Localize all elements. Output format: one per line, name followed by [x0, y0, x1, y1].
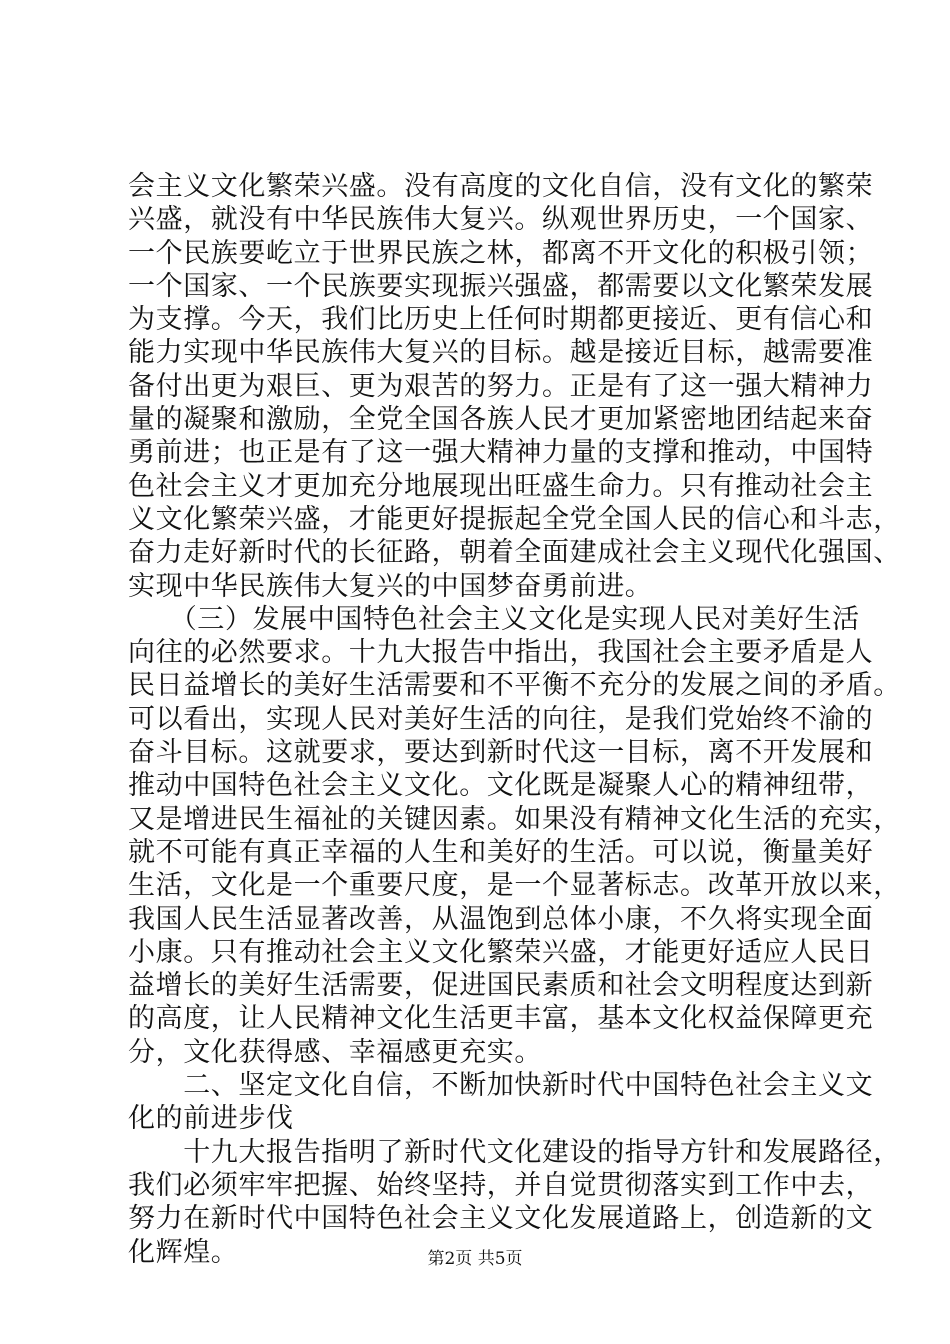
text-line: 小康。只有推动社会主义文化繁荣兴盛，才能更好适应人民日	[128, 936, 874, 968]
text-line: 益增长的美好生活需要，促进国民素质和社会文明程度达到新	[128, 970, 874, 1002]
text-line: 可以看出，实现人民对美好生活的向往，是我们党始终不渝的	[128, 703, 874, 735]
text-line: 能力实现中华民族伟大复兴的目标。越是接近目标，越需要准	[128, 337, 874, 369]
text-line: 十九大报告指明了新时代文化建设的指导方针和发展路径，	[128, 1136, 901, 1168]
text-line: 义文化繁荣兴盛，才能更好提振起全党全国人民的信心和斗志，	[128, 503, 901, 535]
text-line: 色社会主义才更加充分地展现出旺盛生命力。只有推动社会主	[128, 470, 874, 502]
text-line: 备付出更为艰巨、更为艰苦的努力。正是有了这一强大精神力	[128, 370, 874, 402]
text-line: 民日益增长的美好生活需要和不平衡不充分的发展之间的矛盾。	[128, 670, 901, 702]
text-line: 努力在新时代中国特色社会主义文化发展道路上，创造新的文	[128, 1203, 874, 1235]
section-heading-line: （三）发展中国特色社会主义文化是实现人民对美好生活	[128, 603, 860, 635]
text-line: 一个国家、一个民族要实现振兴强盛，都需要以文化繁荣发展	[128, 270, 874, 302]
text-line: 分，文化获得感、幸福感更充实。	[128, 1036, 542, 1068]
text-line: 为支撑。今天，我们比历史上任何时期都更接近、更有信心和	[128, 304, 874, 336]
text-line: 奋力走好新时代的长征路，朝着全面建成社会主义现代化强国、	[128, 537, 901, 569]
page-number-footer: 第2页 共5页	[427, 1249, 523, 1269]
section-heading-line: 化的前进步伐	[128, 1103, 294, 1135]
text-line: 生活，文化是一个重要尺度，是一个显著标志。改革开放以来，	[128, 870, 901, 902]
text-line: 推动中国特色社会主义文化。文化既是凝聚人心的精神纽带，	[128, 770, 874, 802]
text-line: 奋斗目标。这就要求，要达到新时代这一目标，离不开发展和	[128, 737, 874, 769]
text-line: 又是增进民生福祉的关键因素。如果没有精神文化生活的充实，	[128, 803, 901, 835]
text-line: 的高度，让人民精神文化生活更丰富，基本文化权益保障更充	[128, 1003, 874, 1035]
section-heading-line: 二、坚定文化自信，不断加快新时代中国特色社会主义文	[128, 1070, 874, 1102]
text-line: 实现中华民族伟大复兴的中国梦奋勇前进。	[128, 570, 653, 602]
text-line: 量的凝聚和激励，全党全国各族人民才更加紧密地团结起来奋	[128, 404, 874, 436]
text-line: 我国人民生活显著改善，从温饱到总体小康，不久将实现全面	[128, 903, 874, 935]
text-line: 向往的必然要求。十九大报告中指出，我国社会主要矛盾是人	[128, 637, 874, 669]
text-line: 会主义文化繁荣兴盛。没有高度的文化自信，没有文化的繁荣	[128, 171, 874, 202]
text-line: 一个民族要屹立于世界民族之林，都离不开文化的积极引领；	[128, 237, 874, 269]
text-line: 化辉煌。	[128, 1236, 239, 1268]
text-line: 就不可能有真正幸福的人生和美好的生活。可以说，衡量美好	[128, 836, 874, 868]
text-line: 勇前进；也正是有了这一强大精神力量的支撑和推动，中国特	[128, 437, 874, 469]
document-body	[128, 170, 901, 1269]
text-line: 我们必须牢牢把握、始终坚持，并自觉贯彻落实到工作中去，	[128, 1169, 874, 1201]
text-line: 兴盛，就没有中华民族伟大复兴。纵观世界历史，一个国家、	[128, 204, 874, 236]
